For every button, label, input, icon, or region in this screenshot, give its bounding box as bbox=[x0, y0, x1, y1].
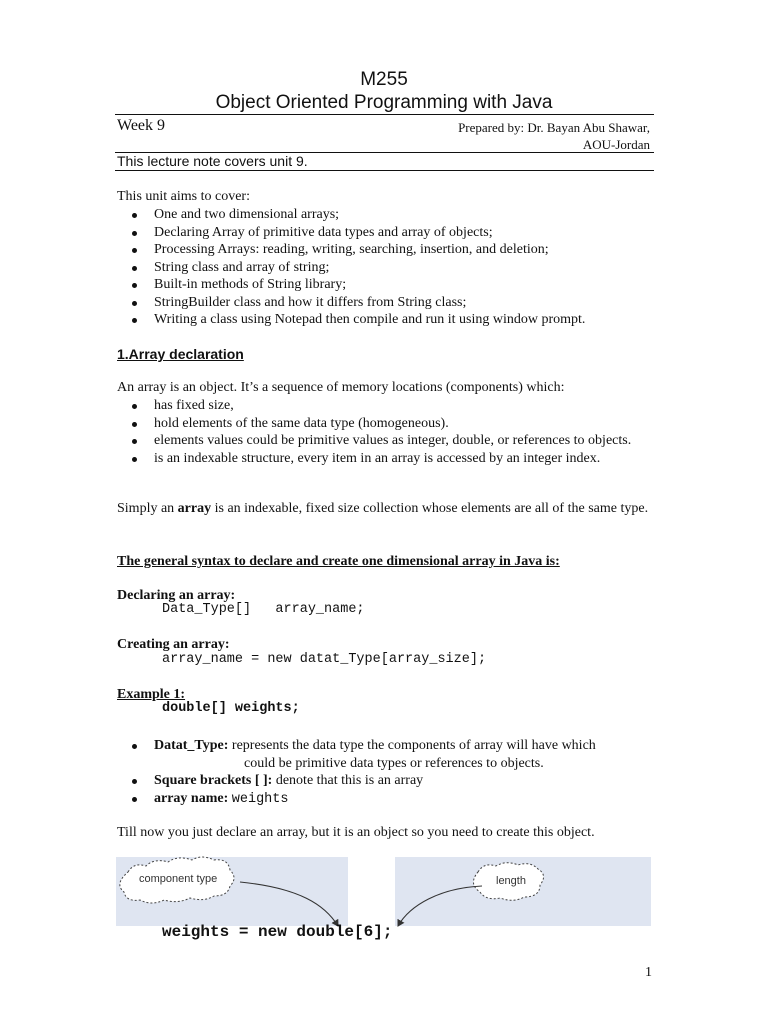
creating-label: Creating an array: bbox=[117, 637, 230, 652]
creating-code: array_name = new datat_Type[array_size]; bbox=[162, 652, 487, 667]
list-item: has fixed size, bbox=[117, 397, 652, 415]
create-object-note: Till now you just declare an array, but it is an object so you need to create this object. bbox=[117, 825, 595, 840]
list-item: Processing Arrays: reading, writing, searching, insertion, and deletion; bbox=[117, 241, 652, 259]
lecture-covers-note: This lecture note covers unit 9. bbox=[117, 153, 308, 169]
list-item: is an indexable structure, every item in an array is accessed by an integer index. bbox=[117, 450, 652, 468]
example-label: Example 1: bbox=[117, 687, 186, 702]
creation-code: weights = new double[6]; bbox=[162, 923, 393, 941]
component-type-label: component type bbox=[139, 873, 218, 885]
institution: AOU-Jordan bbox=[582, 137, 650, 152]
list-item: Square brackets [ ]: denote that this is an array bbox=[117, 772, 652, 790]
list-item: array name: weights bbox=[117, 790, 652, 809]
arrow-to-type bbox=[240, 882, 338, 926]
array-definition: An array is an object. It’s a sequence of memory locations (components) which: bbox=[117, 380, 565, 395]
list-item: Datat_Type: represents the data type the components of array will have which bbox=[117, 737, 652, 755]
list-item: String class and array of string; bbox=[117, 259, 652, 277]
course-code: M255 bbox=[360, 69, 408, 90]
intro-lead: This unit aims to cover: bbox=[117, 189, 250, 204]
list-item: could be primitive data types or references to objects. bbox=[244, 755, 544, 771]
list-item: One and two dimensional arrays; bbox=[117, 206, 652, 224]
list-item: hold elements of the same data type (homogeneous). bbox=[117, 415, 652, 433]
week-label: Week 9 bbox=[117, 117, 166, 134]
prepared-by: Prepared by: Dr. Bayan Abu Shawar, bbox=[458, 120, 650, 135]
list-item: Declaring Array of primitive data types and array of objects; bbox=[117, 224, 652, 242]
example-code: double[] weights; bbox=[162, 701, 300, 716]
page-number: 1 bbox=[645, 965, 652, 980]
section-heading: 1.Array declaration bbox=[117, 346, 244, 362]
course-title: Object Oriented Programming with Java bbox=[215, 92, 553, 113]
list-item: Writing a class using Notepad then compile and run it using window prompt. bbox=[117, 311, 652, 329]
length-label: length bbox=[496, 875, 526, 887]
list-item: StringBuilder class and how it differs from String class; bbox=[117, 294, 652, 312]
declaring-code: Data_Type[] array_name; bbox=[162, 602, 365, 617]
list-item: elements values could be primitive values as integer, double, or references to objects. bbox=[117, 432, 652, 450]
array-summary: Simply an array is an indexable, fixed size collection whose elements are all of the same type. bbox=[117, 501, 649, 516]
declaring-label: Declaring an array: bbox=[117, 588, 236, 603]
arrow-to-length bbox=[398, 886, 482, 926]
list-item: Built-in methods of String library; bbox=[117, 276, 652, 294]
syntax-heading: The general syntax to declare and create one dimensional array in Java is: bbox=[117, 554, 560, 569]
